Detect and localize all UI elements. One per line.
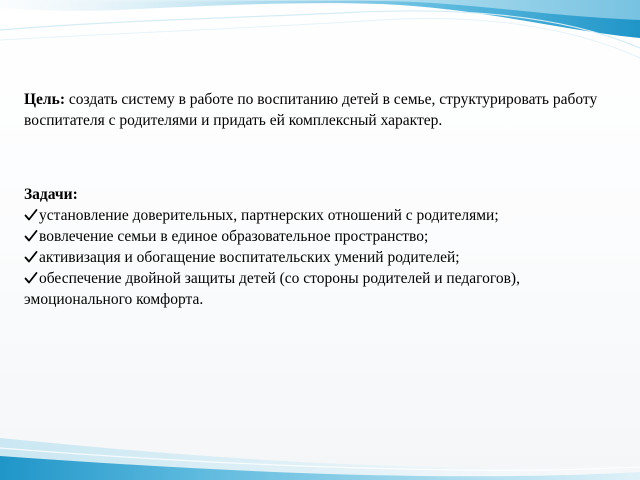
checkmark-icon — [24, 229, 38, 243]
task-item — [24, 205, 624, 226]
task-item — [24, 226, 624, 247]
goal-paragraph — [24, 89, 624, 131]
task-item — [24, 268, 624, 310]
goal-text: создать систему в работе по воспитанию детей в семье, структурировать работу воспитателя с родителями и придать ей комплексный характер. — [24, 91, 598, 129]
top-wave-decoration — [0, 0, 640, 70]
checkmark-icon — [24, 208, 38, 222]
bottom-wave-decoration — [0, 420, 640, 480]
task-text: активизация и обогащение воспитательских умений родителей; — [39, 249, 460, 266]
task-text: вовлечение семьи в единое образовательное пространство; — [39, 228, 429, 245]
checkmark-icon — [24, 271, 38, 285]
tasks-title: Задачи: — [24, 186, 78, 203]
task-list — [24, 205, 624, 310]
task-text: обеспечение двойной защиты детей (со стороны родителей и педагогов), эмоционального комфорта. — [24, 270, 520, 308]
task-text: установление доверительных, партнерских отношений с родителями; — [39, 207, 499, 224]
slide-content — [24, 89, 624, 310]
goal-label: Цель: — [24, 91, 65, 108]
checkmark-icon — [24, 250, 38, 264]
task-item — [24, 247, 624, 268]
